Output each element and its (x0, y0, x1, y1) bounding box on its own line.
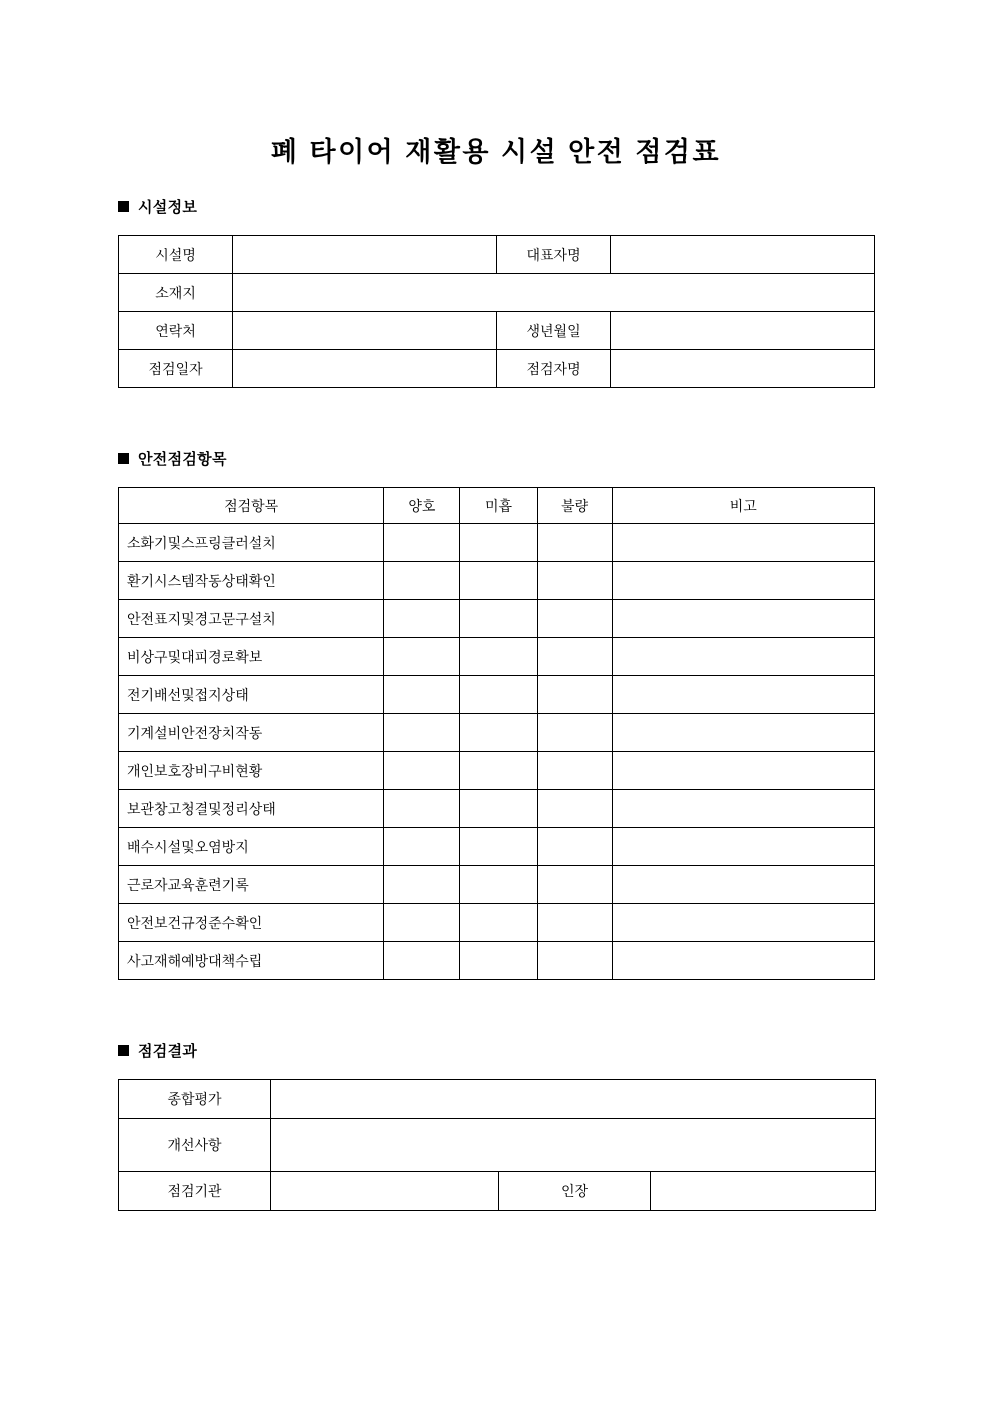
inspection-item-name: 개인보호장비구비현황 (119, 752, 384, 790)
facility-value-inspector-name[interactable] (610, 350, 874, 388)
inspection-item-name: 안전표지및경고문구설치 (119, 600, 384, 638)
inspection-cell-good[interactable] (384, 752, 460, 790)
inspection-cell-good[interactable] (384, 790, 460, 828)
square-bullet-icon (118, 1045, 129, 1056)
facility-value-inspection-date[interactable] (233, 350, 497, 388)
inspection-cell-insufficient[interactable] (460, 866, 537, 904)
inspection-cell-insufficient[interactable] (460, 904, 537, 942)
facility-label-representative: 대표자명 (497, 236, 610, 274)
square-bullet-icon (118, 201, 129, 212)
inspection-cell-insufficient[interactable] (460, 752, 537, 790)
facility-value-address[interactable] (233, 274, 875, 312)
facility-label-contact: 연락처 (119, 312, 233, 350)
inspection-cell-insufficient[interactable] (460, 676, 537, 714)
inspection-cell-good[interactable] (384, 828, 460, 866)
inspection-cell-good[interactable] (384, 904, 460, 942)
table-row (119, 638, 875, 676)
spacer (0, 168, 992, 196)
inspection-cell-insufficient[interactable] (460, 562, 537, 600)
result-label-seal: 인장 (499, 1172, 651, 1211)
inspection-item-name: 사고재해예방대책수립 (119, 942, 384, 980)
result-value-improvements[interactable] (271, 1119, 876, 1172)
inspection-result-table (118, 1079, 876, 1211)
column-header-item: 점검항목 (119, 488, 384, 524)
inspection-cell-remarks[interactable] (612, 676, 874, 714)
inspection-cell-good[interactable] (384, 600, 460, 638)
section-heading-facility (118, 196, 992, 217)
facility-label-birthdate: 생년월일 (497, 312, 610, 350)
facility-value-contact[interactable] (233, 312, 497, 350)
facility-info-table (118, 235, 875, 388)
section-heading-result-label: 점검결과 (138, 1043, 198, 1061)
inspection-cell-remarks[interactable] (612, 904, 874, 942)
inspection-cell-remarks[interactable] (612, 790, 874, 828)
page-title: 폐 타이어 재활용 시설 안전 점검표 (270, 137, 722, 167)
inspection-cell-defective[interactable] (537, 904, 612, 942)
section-heading-facility-label: 시설정보 (138, 199, 198, 217)
section-heading-result (118, 1040, 992, 1061)
table-row (119, 828, 875, 866)
inspection-cell-remarks[interactable] (612, 942, 874, 980)
column-header-insufficient: 미흡 (460, 488, 537, 524)
result-label-improvements: 개선사항 (119, 1119, 271, 1172)
inspection-cell-insufficient[interactable] (460, 790, 537, 828)
table-row (119, 274, 875, 312)
inspection-item-name: 전기배선및접지상태 (119, 676, 384, 714)
column-header-remarks: 비고 (612, 488, 874, 524)
result-label-inspection-agency: 점검기관 (119, 1172, 271, 1211)
inspection-item-name: 배수시설및오염방지 (119, 828, 384, 866)
table-row (119, 1172, 876, 1211)
inspection-cell-remarks[interactable] (612, 600, 874, 638)
table-header-row (119, 488, 875, 524)
inspection-cell-defective[interactable] (537, 524, 612, 562)
facility-value-birthdate[interactable] (610, 312, 874, 350)
inspection-item-name: 환기시스템작동상태확인 (119, 562, 384, 600)
facility-label-address: 소재지 (119, 274, 233, 312)
section-heading-inspection-label: 안전점검항목 (138, 451, 227, 469)
table-row (119, 600, 875, 638)
spacer (0, 469, 992, 487)
table-row (119, 236, 875, 274)
inspection-cell-remarks[interactable] (612, 752, 874, 790)
table-row (119, 1119, 876, 1172)
inspection-item-name: 근로자교육훈련기록 (119, 866, 384, 904)
facility-label-name: 시설명 (119, 236, 233, 274)
inspection-cell-good[interactable] (384, 676, 460, 714)
inspection-item-name: 안전보건규정준수확인 (119, 904, 384, 942)
inspection-cell-defective[interactable] (537, 600, 612, 638)
inspection-cell-good[interactable] (384, 866, 460, 904)
inspection-cell-defective[interactable] (537, 866, 612, 904)
facility-value-name[interactable] (233, 236, 497, 274)
inspection-cell-insufficient[interactable] (460, 942, 537, 980)
inspection-cell-insufficient[interactable] (460, 714, 537, 752)
inspection-cell-defective[interactable] (537, 828, 612, 866)
table-row (119, 904, 875, 942)
table-row (119, 562, 875, 600)
inspection-cell-good[interactable] (384, 942, 460, 980)
inspection-cell-remarks[interactable] (612, 714, 874, 752)
inspection-item-name: 보관창고청결및정리상태 (119, 790, 384, 828)
inspection-item-name: 기계설비안전장치작동 (119, 714, 384, 752)
table-row (119, 312, 875, 350)
spacer (0, 980, 992, 1040)
inspection-cell-remarks[interactable] (612, 828, 874, 866)
inspection-cell-defective[interactable] (537, 562, 612, 600)
inspection-cell-good[interactable] (384, 562, 460, 600)
inspection-cell-insufficient[interactable] (460, 524, 537, 562)
facility-label-inspection-date: 점검일자 (119, 350, 233, 388)
square-bullet-icon (118, 453, 129, 464)
table-row (119, 714, 875, 752)
inspection-cell-remarks[interactable] (612, 524, 874, 562)
table-row (119, 942, 875, 980)
facility-value-representative[interactable] (610, 236, 874, 274)
inspection-cell-good[interactable] (384, 524, 460, 562)
result-value-overall-evaluation[interactable] (271, 1080, 876, 1119)
inspection-cell-insufficient[interactable] (460, 600, 537, 638)
spacer (0, 217, 992, 235)
inspection-items-table (118, 487, 875, 980)
inspection-cell-defective[interactable] (537, 942, 612, 980)
inspection-cell-remarks[interactable] (612, 638, 874, 676)
table-row (119, 752, 875, 790)
spacer (0, 1061, 992, 1079)
inspection-cell-defective[interactable] (537, 638, 612, 676)
section-heading-inspection (118, 448, 992, 469)
table-row (119, 350, 875, 388)
inspection-item-name: 소화기및스프링클러설치 (119, 524, 384, 562)
inspection-cell-defective[interactable] (537, 676, 612, 714)
result-label-overall-evaluation: 종합평가 (119, 1080, 271, 1119)
inspection-cell-remarks[interactable] (612, 562, 874, 600)
inspection-cell-good[interactable] (384, 714, 460, 752)
table-row (119, 790, 875, 828)
result-value-seal[interactable] (651, 1172, 876, 1211)
inspection-cell-defective[interactable] (537, 790, 612, 828)
table-row (119, 1080, 876, 1119)
inspection-cell-defective[interactable] (537, 752, 612, 790)
column-header-defective: 불량 (537, 488, 612, 524)
inspection-cell-remarks[interactable] (612, 866, 874, 904)
spacer (0, 388, 992, 448)
inspection-cell-insufficient[interactable] (460, 638, 537, 676)
column-header-good: 양호 (384, 488, 460, 524)
inspection-item-name: 비상구및대피경로확보 (119, 638, 384, 676)
table-row (119, 866, 875, 904)
table-row (119, 676, 875, 714)
result-value-inspection-agency[interactable] (271, 1172, 499, 1211)
inspection-cell-good[interactable] (384, 638, 460, 676)
table-row (119, 524, 875, 562)
facility-label-inspector-name: 점검자명 (497, 350, 610, 388)
inspection-cell-defective[interactable] (537, 714, 612, 752)
inspection-cell-insufficient[interactable] (460, 828, 537, 866)
